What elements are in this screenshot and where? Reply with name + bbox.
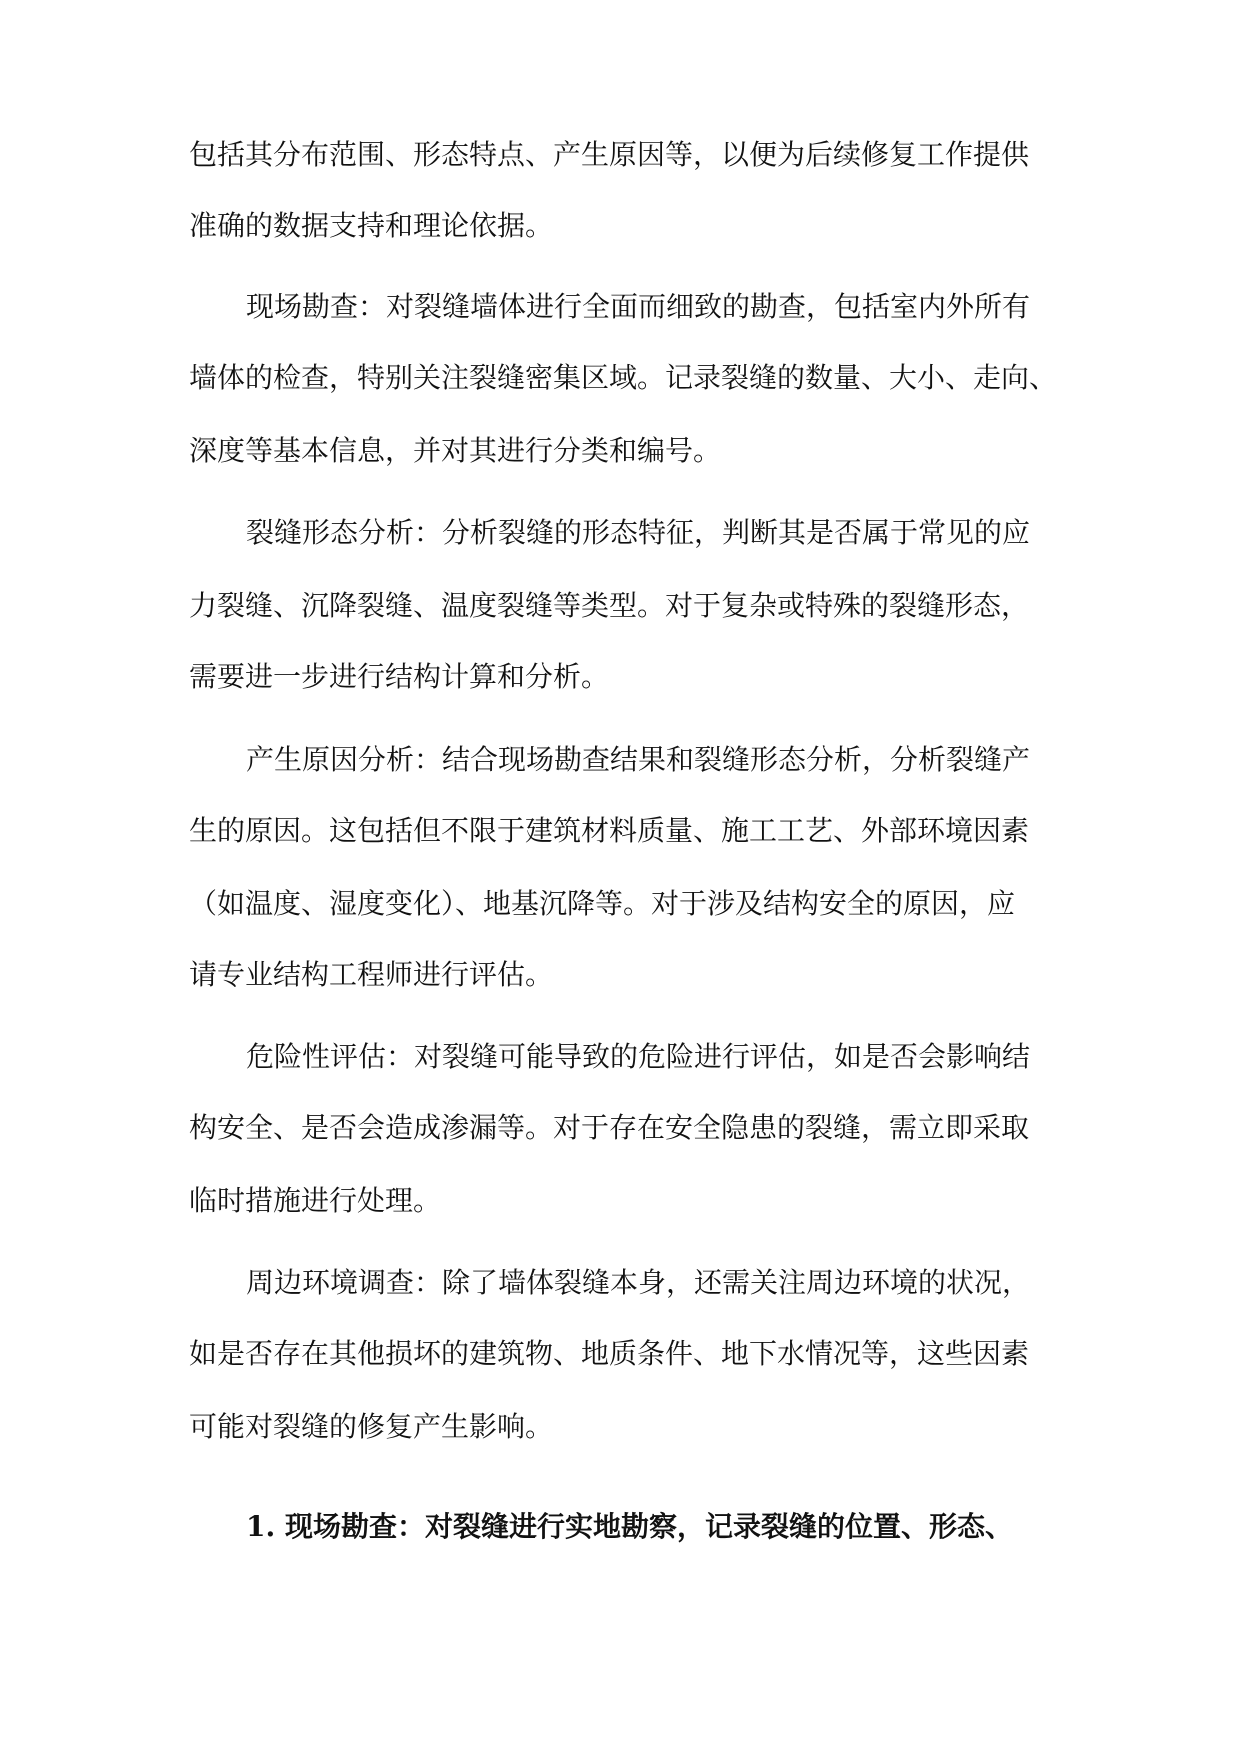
paragraph-line: 临时措施进行处理。 (189, 1184, 442, 1217)
paragraph-line: 请专业结构工程师进行评估。 (189, 958, 554, 991)
paragraph-line: 墙体的检查，特别关注裂缝密集区域。记录裂缝的数量、大小、走向、 (189, 361, 1058, 394)
paragraph-line: 包括其分布范围、形态特点、产生原因等，以便为后续修复工作提供 (189, 138, 1030, 171)
section-heading: 1. 现场勘查：对裂缝进行实地勘察，记录裂缝的位置、形态、 (246, 1510, 1013, 1543)
paragraph-line: 如是否存在其他损坏的建筑物、地质条件、地下水情况等，这些因素 (189, 1337, 1030, 1370)
paragraph-line: 危险性评估：对裂缝可能导致的危险进行评估，如是否会影响结 (246, 1040, 1031, 1073)
paragraph-line: 构安全、是否会造成渗漏等。对于存在安全隐患的裂缝，需立即采取 (189, 1111, 1030, 1144)
paragraph-line: 周边环境调查：除了墙体裂缝本身，还需关注周边环境的状况， (246, 1266, 1031, 1299)
paragraph-line: 准确的数据支持和理论依据。 (189, 209, 554, 242)
paragraph-line: 可能对裂缝的修复产生影响。 (189, 1410, 554, 1443)
paragraph-line: 需要进一步进行结构计算和分析。 (189, 660, 610, 693)
paragraph-line: 深度等基本信息，并对其进行分类和编号。 (189, 434, 722, 467)
paragraph-line: 裂缝形态分析：分析裂缝的形态特征，判断其是否属于常见的应 (246, 516, 1031, 549)
paragraph-line: 现场勘查：对裂缝墙体进行全面而细致的勘查，包括室内外所有 (246, 290, 1031, 323)
paragraph-line: 生的原因。这包括但不限于建筑材料质量、施工工艺、外部环境因素 (189, 814, 1030, 847)
paragraph-line: （如温度、湿度变化）、地基沉降等。对于涉及结构安全的原因，应 (189, 887, 1016, 920)
paragraph-line: 力裂缝、沉降裂缝、温度裂缝等类型。对于复杂或特殊的裂缝形态， (189, 589, 1030, 622)
paragraph-line: 产生原因分析：结合现场勘查结果和裂缝形态分析，分析裂缝产 (246, 743, 1031, 776)
